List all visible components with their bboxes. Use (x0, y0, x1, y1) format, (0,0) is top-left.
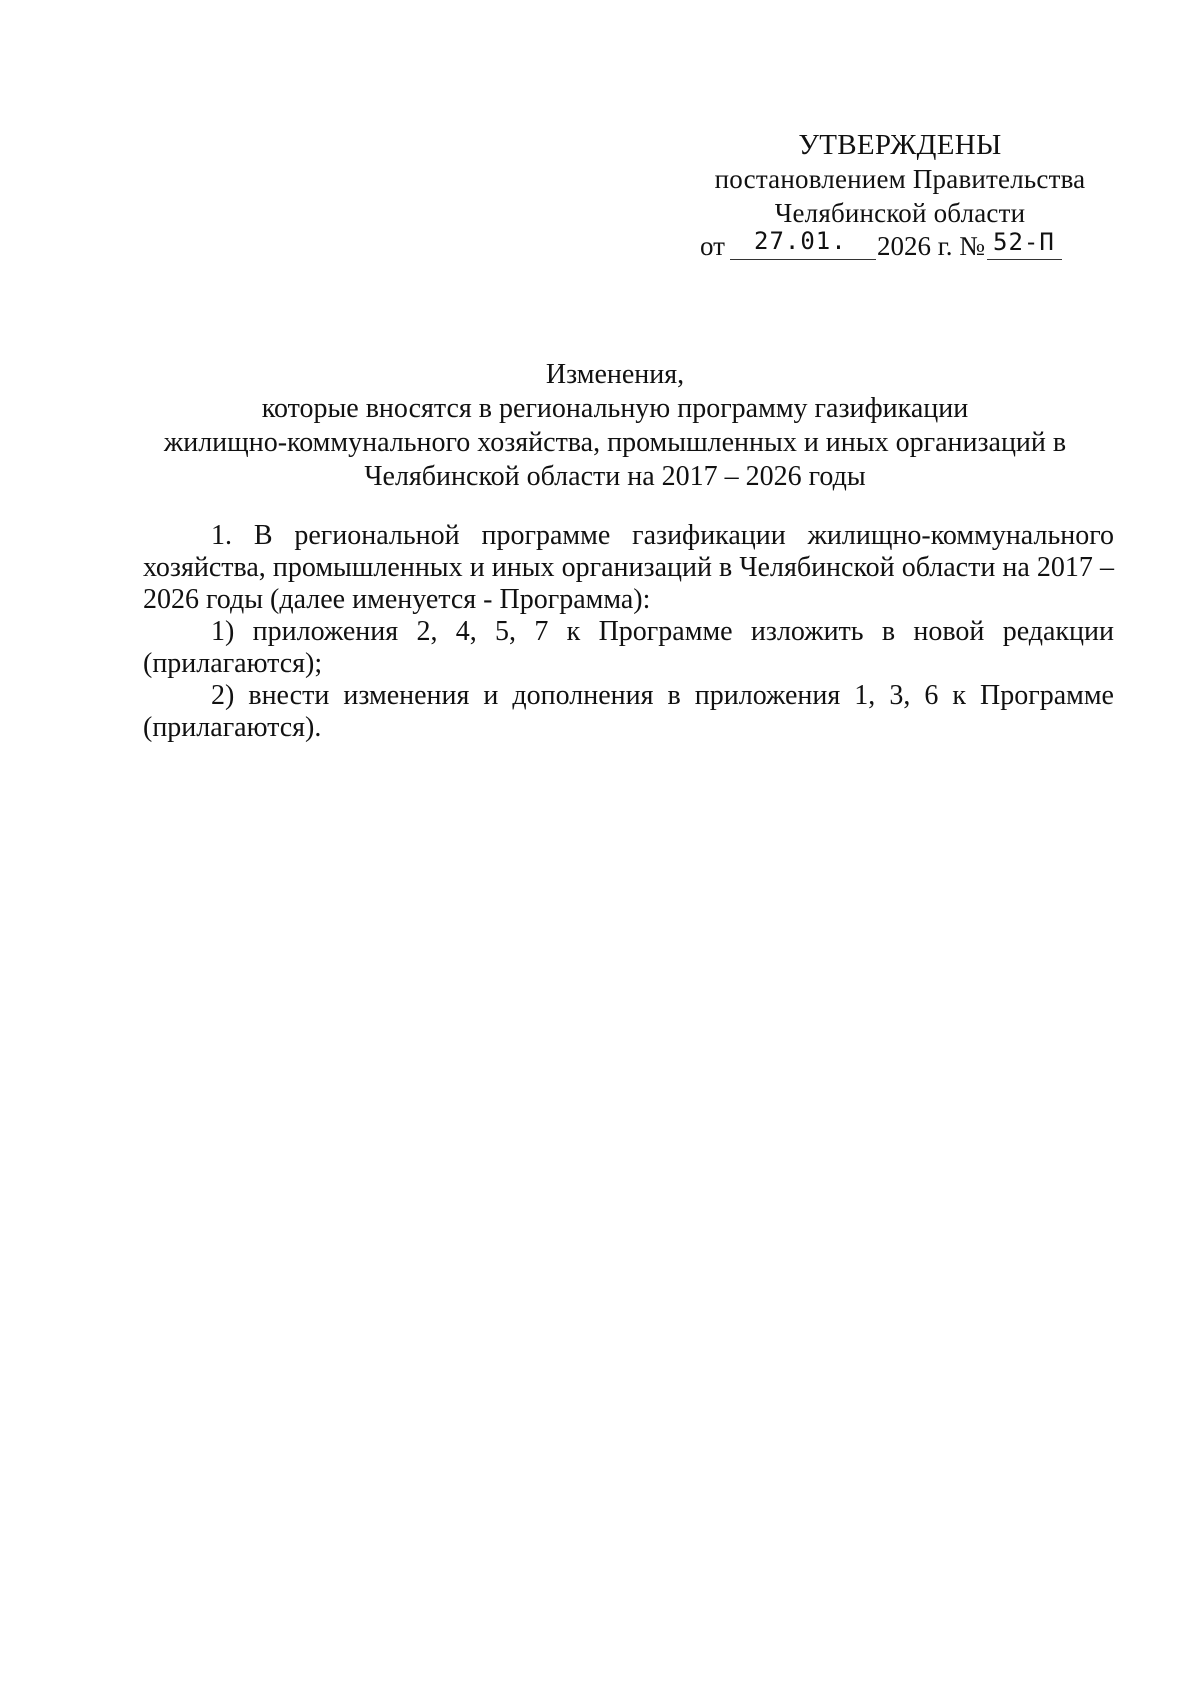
approval-stamp (700, 128, 1100, 230)
date-value: 27.01. (754, 227, 847, 255)
heading-title: Изменения, (545, 359, 685, 390)
body-paragraph-2: 1) приложения 2, 4, 5, 7 к Программе изложить в новой редакции (прилагаются); (143, 616, 1114, 679)
heading-line-1: которые вносятся в региональную программу газификации (261, 393, 969, 424)
approval-line-2: Челябинской области (774, 198, 1026, 228)
approval-title: УТВЕРЖДЕНЫ (798, 129, 1002, 161)
heading-line-2: жилищно-коммунального хозяйства, промышленных и иных организаций в (163, 427, 1067, 458)
body-paragraph-1: 1. В региональной программе газификации жилищно-коммунального хозяйства, промышленных и иных организаций в Челябинской области на 2017 – 2026 годы (далее именуется - Программа): (143, 520, 1114, 615)
approval-date-line (700, 226, 1120, 266)
year-number-label: 2026 г. № (877, 231, 986, 261)
date-underline (730, 259, 876, 260)
date-prefix: от (700, 231, 725, 261)
approval-line-1: постановлением Правительства (714, 164, 1086, 194)
heading-line-3: Челябинской области на 2017 – 2026 годы (364, 461, 866, 492)
body-paragraph-3: 2) внести изменения и дополнения в приложения 1, 3, 6 к Программе (прилагаются). (143, 680, 1114, 743)
document-heading (130, 358, 1100, 494)
document-number: 52-П (993, 228, 1055, 256)
document-body (143, 520, 1114, 744)
number-underline (987, 259, 1062, 260)
